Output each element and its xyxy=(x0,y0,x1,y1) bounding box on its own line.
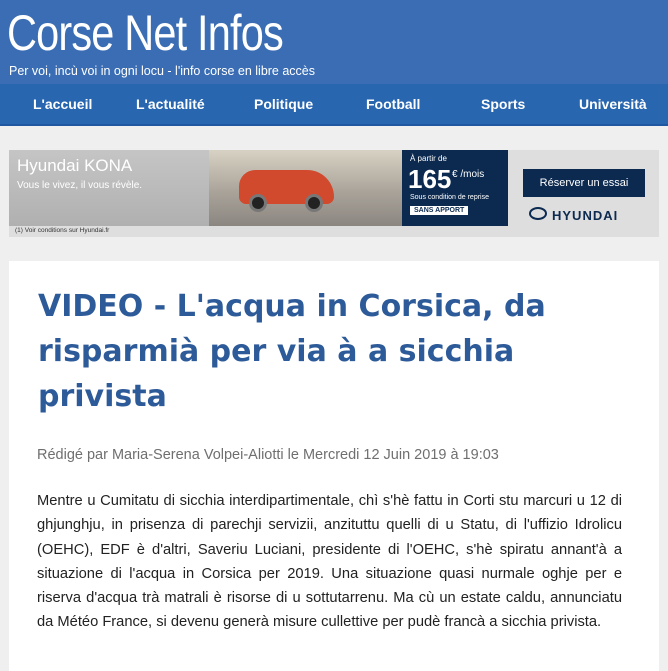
ad-conditions: (1) Voir conditions sur Hyundai.fr xyxy=(15,227,110,234)
car-wheel-icon xyxy=(249,194,267,212)
nav-item-universita[interactable]: Università xyxy=(579,96,647,112)
ad-contribution: Sous condition de reprise xyxy=(410,194,489,201)
ad-price-box xyxy=(402,150,508,226)
nav-item-actualite[interactable]: L'actualité xyxy=(136,96,205,112)
article-byline: Rédigé par Maria-Serena Volpei-Aliotti le Mercredi 12 Juin 2019 à 19:03 xyxy=(37,447,499,463)
nav-item-accueil[interactable]: L'accueil xyxy=(33,96,93,112)
site-header xyxy=(0,0,668,84)
ad-price: 165 xyxy=(408,164,452,194)
car-wheel-icon xyxy=(305,194,323,212)
ad-logo: HYUNDAI xyxy=(552,208,619,223)
article-card xyxy=(9,261,659,671)
ad-brand: Hyundai KONA xyxy=(17,156,133,175)
ad-cta-button[interactable]: Réserver un essai xyxy=(523,169,645,197)
ad-slogan: Vous le vivez, il vous révèle. xyxy=(17,180,143,191)
article-title: VIDEO - L'acqua in Corsica, da risparmià per via à a sicchia privista xyxy=(38,289,546,414)
ad-badge: SANS APPORT xyxy=(410,206,468,215)
site-tagline: Per voi, incù voi in ogni locu - l'info corse en libre accès xyxy=(9,64,316,78)
main-nav xyxy=(0,84,668,126)
nav-item-sports[interactable]: Sports xyxy=(481,96,526,112)
ad-banner[interactable] xyxy=(9,150,659,237)
hyundai-logo-icon xyxy=(529,207,547,220)
site-title[interactable]: Corse Net Infos xyxy=(7,5,283,61)
article-body: Mentre u Cumitatu di sicchia interdipartimentale, chì s'hè fattu in Corti stu marcuri u 12 di ghjunghju, in prisenza di parechji servizii, anzituttu quelli di u Statu, di l'uffizio Idrolicu (OEHC), EDF è d'altri, Saveriu Luciani, presidente di l'OEHC, s'hè spiratu annant'à a situazione di l'acqua in Corsica per 2019. Una situazione quasi nurmale oghje per e riserva d'acqua trà matrali è risorse di u sottutarrenu. Ma cù un estate caldu, annunciatu da Météo France, si devenu generà misure cullettive per pudè francà a sicchia privista. xyxy=(37,493,622,631)
ad-price-prefix: À partir de xyxy=(410,154,447,163)
nav-item-politique[interactable]: Politique xyxy=(254,96,314,112)
ad-price-unit: € /mois xyxy=(452,169,485,180)
nav-item-football[interactable]: Football xyxy=(366,96,421,112)
